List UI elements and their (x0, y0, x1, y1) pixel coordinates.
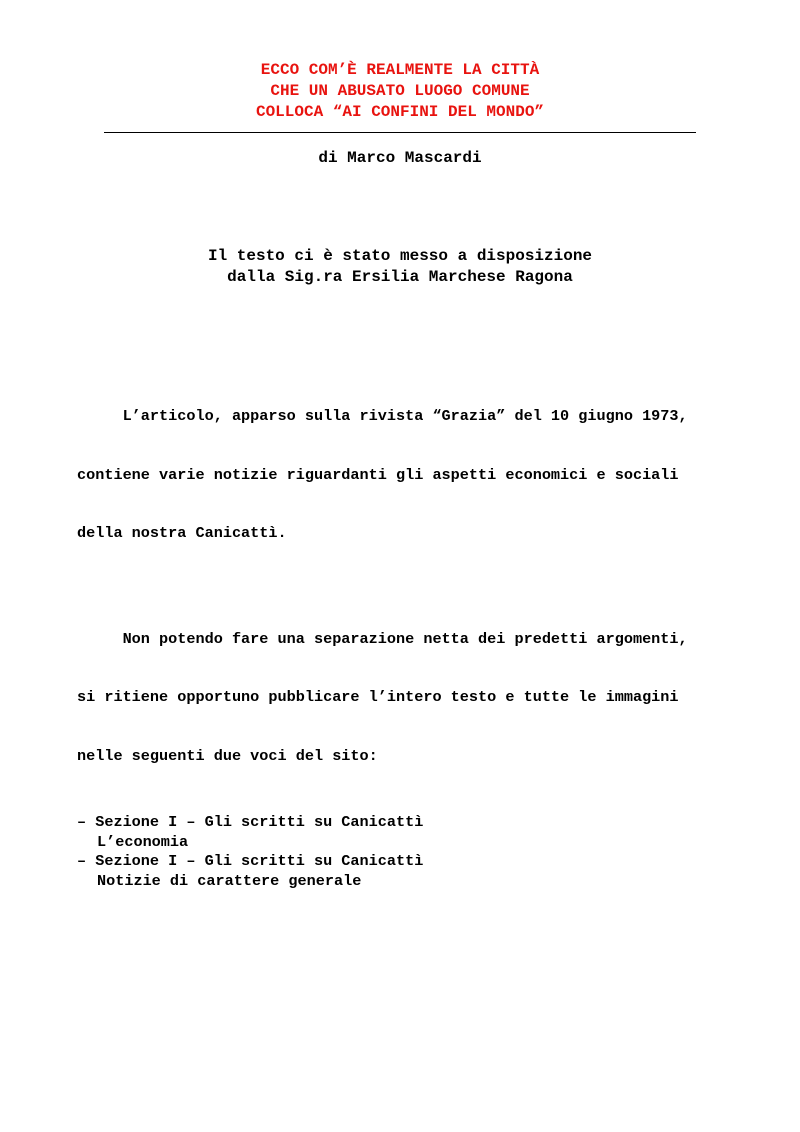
author-byline: di Marco Mascardi (318, 149, 482, 167)
site-sections-list (77, 813, 737, 891)
document-title (0, 60, 800, 123)
paragraph-1 (77, 368, 737, 583)
credit-line-2: dalla Sig.ra Ersilia Marchese Ragona (227, 268, 573, 286)
list-item-sub: Notizie di carattere generale (97, 871, 362, 890)
credit-note (0, 246, 800, 288)
paragraph-line: della nostra Canicattì. (77, 524, 287, 542)
body-text (77, 368, 737, 891)
title-divider (104, 132, 696, 133)
list-item: – Sezione I – Gli scritti su Canicattì (77, 813, 424, 831)
title-line-1: ECCO COM’È REALMENTE LA CITTÀ (260, 61, 540, 79)
paragraph-2 (77, 591, 737, 806)
paragraph-line: si ritiene opportuno pubblicare l’intero testo e tutte le immagini (77, 688, 679, 706)
paragraph-line: Non potendo fare una separazione netta dei predetti argomenti, (77, 629, 688, 648)
list-item-sub: L’economia (97, 832, 189, 851)
list-item: – Sezione I – Gli scritti su Canicattì (77, 852, 424, 870)
paragraph-line: L’articolo, apparso sulla rivista “Grazia” del 10 giugno 1973, (77, 407, 688, 425)
paragraph-line: nelle seguenti due voci del sito: (77, 746, 378, 765)
title-line-3: COLLOCA “AI CONFINI DEL MONDO” (255, 103, 545, 121)
credit-line-1: Il testo ci è stato messo a disposizione (207, 247, 593, 265)
paragraph-line: contiene varie notizie riguardanti gli aspetti economici e sociali (77, 465, 679, 484)
title-line-2: CHE UN ABUSATO LUOGO COMUNE (270, 82, 530, 100)
